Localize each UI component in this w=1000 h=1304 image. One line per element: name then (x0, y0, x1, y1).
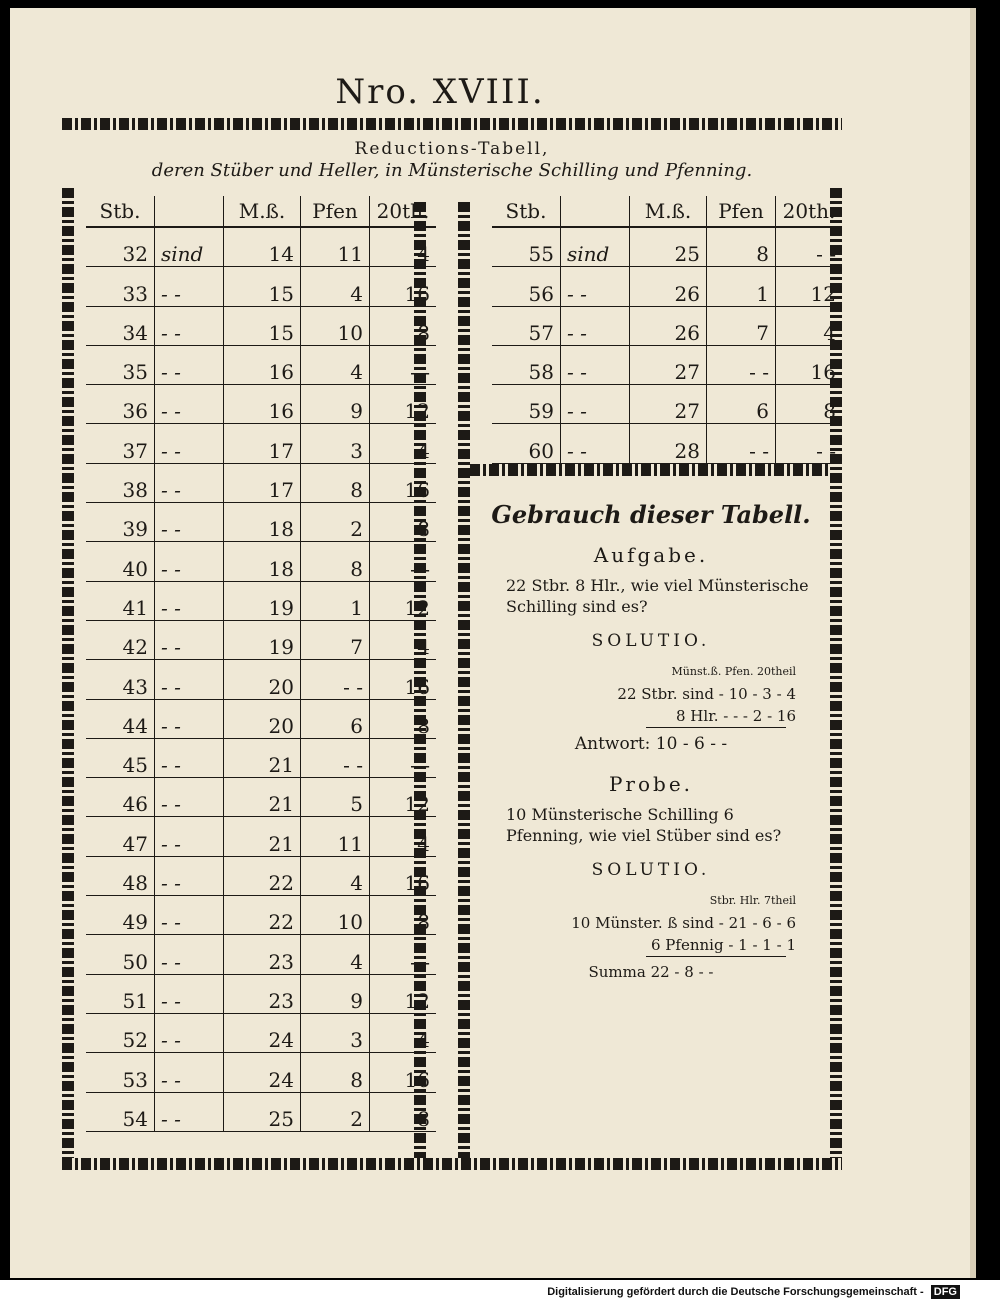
table-cell: - - (301, 660, 370, 699)
table-row (492, 306, 842, 345)
table-cell: 17 (224, 424, 301, 463)
table-cell: - - (370, 542, 437, 581)
heading-line2: deren Stüber und Heller, in Münsterische Schilling und Pfenning. (151, 160, 753, 181)
table-cell: 16 (370, 463, 437, 502)
table-heading (62, 138, 842, 182)
heading-line1: Reductions-Tabell, (354, 139, 550, 159)
table-cell: 16 (370, 1053, 437, 1092)
table-cell: 49 (86, 896, 155, 935)
table-cell: 26 (630, 306, 707, 345)
table-cell: - - (155, 660, 224, 699)
table-row (492, 424, 842, 463)
table-cell: - - (707, 424, 776, 463)
reduction-table-left (86, 196, 436, 1132)
table-body (86, 227, 436, 1131)
table-row (86, 227, 436, 267)
table-cell: 8 (370, 896, 437, 935)
table-cell: 8 (301, 463, 370, 502)
probe-label: Probe. (608, 772, 694, 796)
table-cell: 12 (370, 581, 437, 620)
table-cell: 21 (224, 817, 301, 856)
table-cell: 5 (301, 778, 370, 817)
table-cell: 19 (224, 581, 301, 620)
frame-top (62, 118, 842, 130)
table-cell: 3 (301, 1013, 370, 1052)
table-cell: - - (301, 738, 370, 777)
usage-section (486, 500, 816, 987)
table-cell: 19 (224, 620, 301, 659)
table-row (86, 778, 436, 817)
table-cell: 26 (630, 267, 707, 306)
table-cell: 11 (301, 817, 370, 856)
table-cell: 24 (224, 1053, 301, 1092)
table-cell: - - (155, 542, 224, 581)
table-cell: sind (561, 227, 630, 267)
table-cell: - - (155, 1053, 224, 1092)
table-cell: 36 (86, 385, 155, 424)
table-cell: - - (155, 620, 224, 659)
table-cell: - - (707, 345, 776, 384)
table-cell: 60 (492, 424, 561, 463)
table-cell: - - (561, 424, 630, 463)
table-cell: - - (155, 581, 224, 620)
table-cell: 35 (86, 345, 155, 384)
table-cell: 33 (86, 267, 155, 306)
table-cell: 56 (492, 267, 561, 306)
table-cell: 14 (224, 227, 301, 267)
table-row (86, 1053, 436, 1092)
table-header-row (492, 196, 842, 227)
table-cell: 9 (301, 385, 370, 424)
table-cell: - - (155, 385, 224, 424)
column-header: Stb. (86, 196, 155, 227)
table-cell: - - (370, 738, 437, 777)
column-header (155, 196, 224, 227)
table-row (86, 267, 436, 306)
table-cell: 9 (301, 974, 370, 1013)
table-cell: 8 (776, 385, 843, 424)
table-row (86, 738, 436, 777)
column-header (561, 196, 630, 227)
table-row (86, 817, 436, 856)
table-cell: 57 (492, 306, 561, 345)
table-cell: 24 (224, 1013, 301, 1052)
table-cell: 7 (301, 620, 370, 659)
frame-bottom (62, 1158, 842, 1170)
table-cell: 40 (86, 542, 155, 581)
page-edge (970, 8, 976, 1278)
table-cell: 16 (776, 345, 843, 384)
table-row (86, 581, 436, 620)
table-cell: 20 (224, 699, 301, 738)
table-body (492, 227, 842, 463)
table-cell: 18 (224, 503, 301, 542)
summa: Summa 22 - 8 - - (588, 963, 714, 981)
table-cell: 7 (707, 306, 776, 345)
table-cell: - - (155, 778, 224, 817)
table-cell: 6 (301, 699, 370, 738)
table-cell: 10 (301, 306, 370, 345)
solutio-heading: SOLUTIO. (591, 860, 711, 880)
table-cell: 12 (370, 778, 437, 817)
table-cell: - - (776, 227, 843, 267)
table-row (492, 227, 842, 267)
table-cell: 52 (86, 1013, 155, 1052)
table-cell: 32 (86, 227, 155, 267)
table-cell: 34 (86, 306, 155, 345)
table-cell: 16 (370, 660, 437, 699)
table-row (86, 1013, 436, 1052)
calc2 (486, 890, 816, 956)
table-cell: 10 (301, 896, 370, 935)
table-cell: - - (155, 856, 224, 895)
table-cell: 12 (370, 385, 437, 424)
table-cell: - - (155, 935, 224, 974)
dfg-logo: DFG (931, 1285, 960, 1299)
calc2-row2: 6 Pfennig - 1 - 1 - 1 (651, 936, 796, 954)
calc1-header: Münst.ß. Pfen. 20theil (671, 665, 796, 678)
table-cell: 41 (86, 581, 155, 620)
table-cell: 23 (224, 974, 301, 1013)
table-cell: 16 (370, 856, 437, 895)
table-row (492, 267, 842, 306)
table-cell: 27 (630, 385, 707, 424)
table-cell: 38 (86, 463, 155, 502)
table-cell: 2 (301, 503, 370, 542)
table-cell: 22 (224, 856, 301, 895)
table-cell: 4 (776, 306, 843, 345)
table-cell: 1 (707, 267, 776, 306)
table-cell: 8 (707, 227, 776, 267)
calc1-row1: 22 Stbr. sind - 10 - 3 - 4 (617, 685, 796, 703)
table-cell: - - (155, 306, 224, 345)
table-cell: - - (155, 267, 224, 306)
calc2-header: Stbr. Hlr. 7theil (709, 894, 796, 907)
table-cell: - - (155, 1092, 224, 1131)
table-cell: 16 (224, 345, 301, 384)
table-cell: 37 (86, 424, 155, 463)
table-cell: 8 (370, 306, 437, 345)
table-cell: 45 (86, 738, 155, 777)
table-cell: 4 (301, 856, 370, 895)
reduction-table-right (492, 196, 842, 464)
table-row (86, 896, 436, 935)
table-row (86, 424, 436, 463)
table-row (86, 856, 436, 895)
sum-line (646, 956, 786, 957)
frame-left (62, 188, 74, 1158)
table-cell: 46 (86, 778, 155, 817)
table-cell: 17 (224, 463, 301, 502)
table-row (86, 345, 436, 384)
table-cell: - - (155, 503, 224, 542)
table-cell: 8 (370, 503, 437, 542)
table-cell: 55 (492, 227, 561, 267)
probe-text: 10 Münsterische Schilling 6 Pfenning, wie viel Stüber sind es? (506, 805, 782, 845)
table-cell: 25 (630, 227, 707, 267)
table-row (86, 620, 436, 659)
table-cell: - - (561, 385, 630, 424)
table-cell: 58 (492, 345, 561, 384)
table-cell: 23 (224, 935, 301, 974)
table-row (86, 1092, 436, 1131)
table-row (86, 974, 436, 1013)
task-label: Aufgabe. (593, 543, 709, 567)
table-cell: 21 (224, 738, 301, 777)
table-cell: 4 (370, 1013, 437, 1052)
table-cell: 8 (301, 542, 370, 581)
table-row (492, 345, 842, 384)
frame-right-divider (470, 464, 830, 476)
page-title: Nro. XVIII. (335, 72, 545, 112)
table-cell: 47 (86, 817, 155, 856)
table-cell: 4 (370, 227, 437, 267)
table-cell: - - (561, 267, 630, 306)
table-row (86, 463, 436, 502)
table-row (86, 385, 436, 424)
table-cell: - - (776, 424, 843, 463)
table-cell: 53 (86, 1053, 155, 1092)
table-cell: 21 (224, 778, 301, 817)
table-cell: 44 (86, 699, 155, 738)
table-cell: - - (155, 896, 224, 935)
table-cell: 25 (224, 1092, 301, 1131)
table-cell: 4 (301, 935, 370, 974)
table-cell: 12 (776, 267, 843, 306)
table-cell: 8 (370, 1092, 437, 1131)
table-row (86, 306, 436, 345)
table-cell: - - (155, 699, 224, 738)
frame-middle-right (458, 202, 470, 1158)
table-row (86, 503, 436, 542)
table-cell: 16 (224, 385, 301, 424)
table-cell: 8 (301, 1053, 370, 1092)
table-cell: 4 (370, 424, 437, 463)
footer-text: Digitalisierung gefördert durch die Deutsche Forschungsgemeinschaft - (547, 1286, 924, 1298)
table-cell: 4 (370, 817, 437, 856)
table-cell: 43 (86, 660, 155, 699)
table-cell: 8 (370, 699, 437, 738)
table-cell: 27 (630, 345, 707, 384)
column-header: Pfen (707, 196, 776, 227)
table-cell: 18 (224, 542, 301, 581)
solutio-heading: SOLUTIO. (591, 631, 711, 651)
table-cell: 20 (224, 660, 301, 699)
table-cell: - - (155, 817, 224, 856)
table-row (86, 699, 436, 738)
table-cell: 15 (224, 267, 301, 306)
table-cell: 54 (86, 1092, 155, 1131)
column-header: M.ß. (630, 196, 707, 227)
table-cell: - - (155, 424, 224, 463)
table-cell: sind (155, 227, 224, 267)
table-cell: 3 (301, 424, 370, 463)
table-cell: 28 (630, 424, 707, 463)
table-cell: 4 (370, 620, 437, 659)
column-header: 20th. (370, 196, 437, 227)
task-text: 22 Stbr. 8 Hlr., wie viel Münsterische Schilling sind es? (506, 576, 809, 616)
table-row (492, 385, 842, 424)
usage-title: Gebrauch dieser Tabell. (491, 500, 811, 529)
table-cell: 22 (224, 896, 301, 935)
sum-line (646, 727, 786, 728)
table-row (86, 542, 436, 581)
table-cell: 51 (86, 974, 155, 1013)
table-cell: 59 (492, 385, 561, 424)
table-cell: - - (155, 345, 224, 384)
table-cell: 42 (86, 620, 155, 659)
calc2-row1: 10 Münster. ß sind - 21 - 6 - 6 (571, 914, 796, 932)
table-row (86, 935, 436, 974)
column-header: Stb. (492, 196, 561, 227)
table-cell: 11 (301, 227, 370, 267)
column-header: Pfen (301, 196, 370, 227)
table-cell: - - (155, 974, 224, 1013)
table-cell: - - (561, 345, 630, 384)
table-cell: - - (370, 935, 437, 974)
table-cell: - - (155, 738, 224, 777)
calc1 (486, 661, 816, 727)
table-cell: 50 (86, 935, 155, 974)
calc1-row2: 8 Hlr. - - - 2 - 16 (676, 707, 796, 725)
table-cell: 2 (301, 1092, 370, 1131)
table-cell: - - (370, 345, 437, 384)
table-cell: 4 (301, 345, 370, 384)
table-cell: 6 (707, 385, 776, 424)
footer-bar (0, 1280, 1000, 1304)
table-cell: 4 (301, 267, 370, 306)
table-cell: 12 (370, 974, 437, 1013)
table-cell: - - (155, 463, 224, 502)
column-header: M.ß. (224, 196, 301, 227)
table-cell: - - (155, 1013, 224, 1052)
table-row (86, 660, 436, 699)
table-cell: 16 (370, 267, 437, 306)
answer: Antwort: 10 - 6 - - (574, 734, 728, 754)
table-cell: 48 (86, 856, 155, 895)
column-header: 20th. (776, 196, 843, 227)
table-cell: - - (561, 306, 630, 345)
table-cell: 1 (301, 581, 370, 620)
table-cell: 39 (86, 503, 155, 542)
table-cell: 15 (224, 306, 301, 345)
table-header-row (86, 196, 436, 227)
